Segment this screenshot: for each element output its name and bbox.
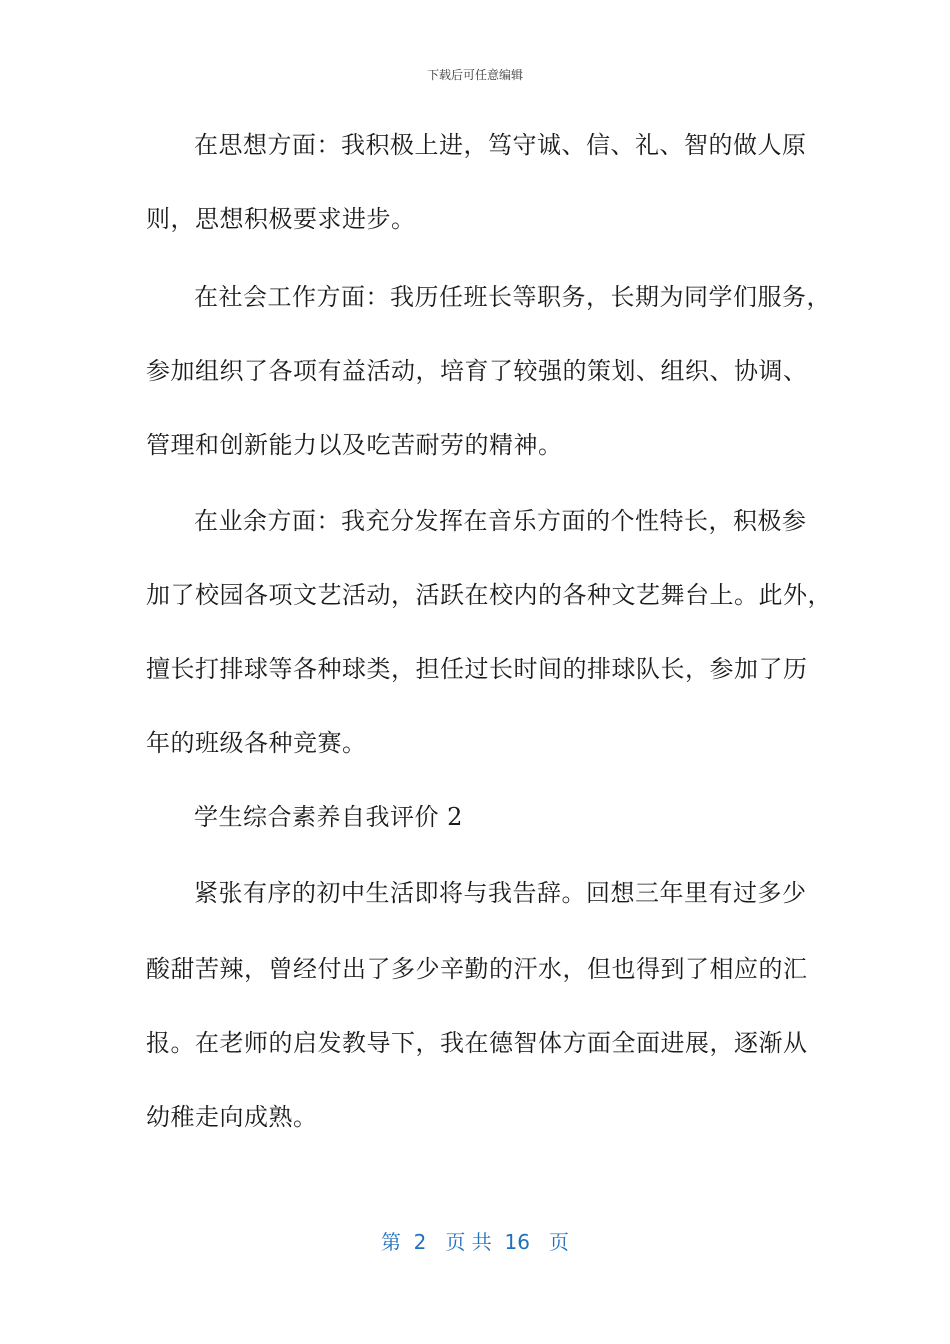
- paragraph-line: 报。在老师的启发教导下，我在德智体方面全面进展，逐渐从: [146, 1029, 808, 1057]
- paragraph-line: 管理和创新能力以及吃苦耐劳的精神。: [146, 431, 563, 459]
- paragraph-line: 在业余方面：我充分发挥在音乐方面的个性特长，积极参: [194, 507, 807, 535]
- paragraph-line: 年的班级各种竞赛。: [146, 729, 367, 757]
- paragraph-line: 加了校园各项文艺活动，活跃在校内的各种文艺舞台上。此外，: [146, 581, 832, 609]
- paragraph-line: 酸甜苦辣，曾经付出了多少辛勤的汗水，但也得到了相应的汇: [146, 955, 808, 983]
- page-number-footer: 第 2 页 共 16 页: [380, 1230, 570, 1254]
- paragraph-line: 幼稚走向成熟。: [146, 1103, 318, 1131]
- paragraph-line: 在社会工作方面：我历任班长等职务，长期为同学们服务，: [194, 283, 831, 311]
- paragraph-line: 在思想方面：我积极上进，笃守诚、信、礼、智的做人原: [194, 131, 807, 159]
- paragraph-line: 参加组织了各项有益活动，培育了较强的策划、组织、协调、: [146, 357, 808, 385]
- paragraph-line: 则，思想积极要求进步。: [146, 205, 416, 233]
- section-heading: 学生综合素养自我评价 2: [194, 803, 463, 831]
- paragraph-line: 擅长打排球等各种球类，担任过长时间的排球队长，参加了历: [146, 655, 808, 683]
- paragraph-line: 紧张有序的初中生活即将与我告辞。回想三年里有过多少: [194, 879, 807, 907]
- header-note: 下载后可任意编辑: [426, 68, 523, 82]
